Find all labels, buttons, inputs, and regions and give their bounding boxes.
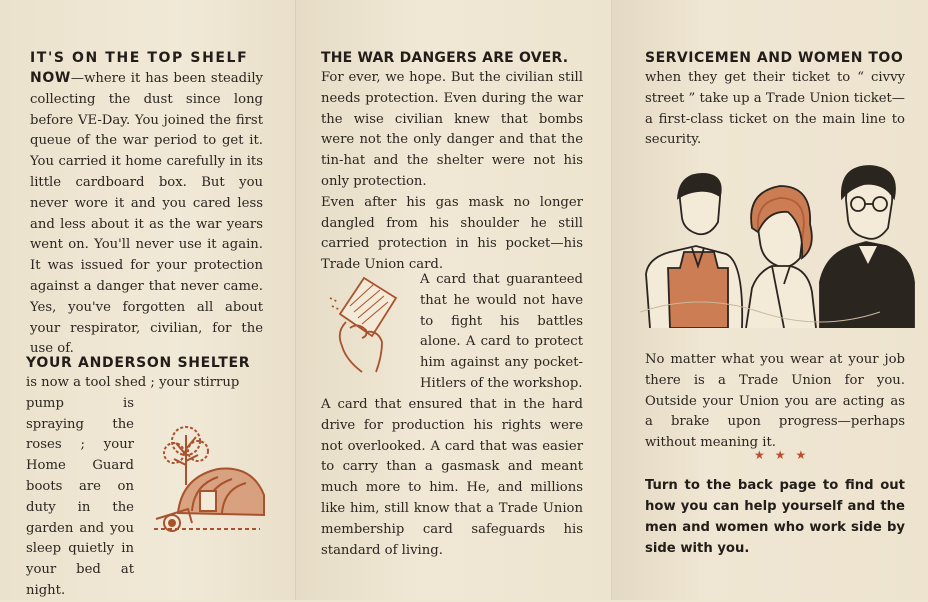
card-rights-paragraph: A card that ensured that in the hard drive for production his rights were not overlooked. A card that was easier to carry than a gasmask and meant much more to him. He, and millions like him, still know that a Trade Union membership card safeguards his standard of living. xyxy=(321,397,583,558)
closing-paragraph: Turn to the back page to find out how you can help yourself and the men and women who work side by side with you. xyxy=(645,478,905,556)
respirator-text: —where it has been steadily collecting the dust since long before VE-Day. You joined the first queue of the war period to get it. You carried it home carefully in its little cardboard box. But you never wore it and you cared less and less about it as the war years went on. You'll never use it again. It was issued for your protection against a danger that never came. Yes, you've forgotten all about your respirator, civilian, for the use of. xyxy=(30,71,263,357)
section-war-dangers xyxy=(321,50,583,276)
section-card-guarantee xyxy=(420,270,583,395)
shelter-paragraph: pump is spraying the roses ; your Home Guard boots are on duty in the garden and you sleep quietly in your bed at night. xyxy=(26,395,134,598)
war-dangers-paragraph: For ever, we hope. But the civilian still needs protection. Even during the war the wise civilian knew that bombs were not the only danger and that the tin-hat and the shelter were not his only protection. xyxy=(321,70,583,189)
leaflet-panel-right xyxy=(612,0,928,600)
section-respirator xyxy=(30,50,263,360)
section-closing xyxy=(645,475,905,559)
leaflet-panel-left xyxy=(0,0,296,600)
gas-mask-paragraph: Even after his gas mask no longer dangled from his shoulder he still carried protection in his pocket—his Trade Union card. xyxy=(321,194,583,273)
section-union-for-you xyxy=(645,350,905,454)
section-servicemen xyxy=(645,50,905,151)
card-guarantee-paragraph: A card that guaranteed that he would not have to fight his battles alone. A card to protect him against any pocket-Hitlers of the workshop. xyxy=(420,272,583,391)
decorative-stars: ★★★ xyxy=(754,448,817,462)
respirator-paragraph xyxy=(30,68,263,360)
union-for-you-paragraph: No matter what you wear at your job there is a Trade Union for you. Outside your Union you are acting as a brake upon progress—perhaps without meaning it. xyxy=(645,352,905,451)
heading-servicemen: SERVICEMEN AND WOMEN TOO xyxy=(645,50,904,66)
garden-shed-illustration xyxy=(148,425,270,533)
section-card-rights xyxy=(321,395,583,561)
heading-anderson-shelter: YOUR ANDERSON SHELTER xyxy=(26,355,251,371)
shelter-line-1: is now a tool shed ; your stirrup xyxy=(26,375,240,390)
heading-top-shelf: IT'S ON THE TOP SHELF xyxy=(30,50,249,66)
hand-holding-card-illustration xyxy=(326,272,402,376)
heading-war-dangers: THE WAR DANGERS ARE OVER. xyxy=(321,50,569,66)
three-workers-illustration xyxy=(640,162,915,328)
leaflet-panel-middle xyxy=(296,0,612,600)
servicemen-paragraph: when they get their ticket to “ civvy street ” take up a Trade Union ticket—a first-class ticket on the main line to security. xyxy=(645,70,905,148)
intro-word: NOW xyxy=(30,70,71,86)
